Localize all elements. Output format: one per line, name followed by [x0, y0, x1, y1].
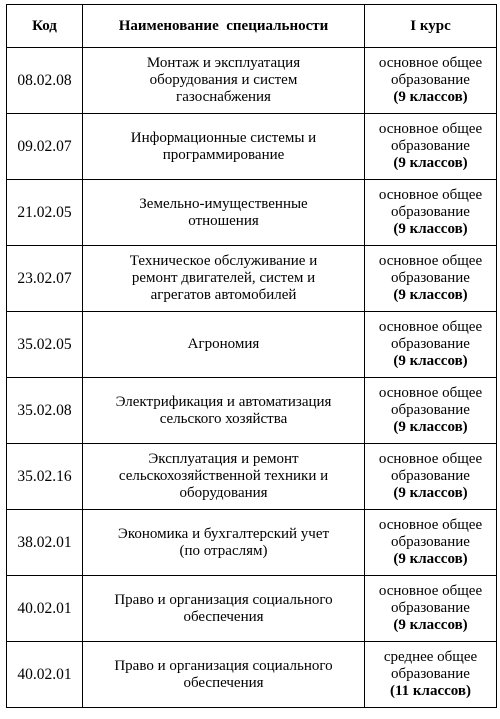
- grade-count: (9 классов): [393, 287, 468, 303]
- specialty-name-line: сельского хозяйства: [159, 410, 288, 427]
- table-row: [7, 114, 497, 180]
- specialty-code: 08.02.08: [7, 48, 83, 114]
- specialty-name-line: Эксплуатация и ремонт: [148, 451, 299, 467]
- specialty-name-line: обеспечения: [183, 674, 264, 691]
- education-level-line: образование: [391, 534, 470, 550]
- table-row: [7, 246, 497, 312]
- specialty-name: [83, 312, 365, 378]
- specialty-name-line: Агрономия: [187, 336, 260, 352]
- specialty-code: 40.02.01: [7, 642, 83, 708]
- specialty-name-line: Информационные системы и: [130, 129, 317, 146]
- specialty-name-line: газоснабжения: [176, 89, 271, 105]
- specialty-name: [83, 444, 365, 510]
- course-requirement: [365, 510, 497, 576]
- grade-count: (9 классов): [393, 419, 468, 435]
- specialty-name-line: ремонт двигателей, систем и: [131, 270, 316, 286]
- specialties-table: [6, 4, 497, 708]
- course-requirement: [365, 48, 497, 114]
- specialty-code: 35.02.16: [7, 444, 83, 510]
- specialty-name-line: сельскохозяйственной техники и: [118, 468, 329, 484]
- header-specialty-name: Наименование специальности: [83, 5, 365, 48]
- specialty-code: 35.02.05: [7, 312, 83, 378]
- specialty-name-line: Право и организация социального: [114, 657, 333, 674]
- specialty-name: [83, 576, 365, 642]
- table-row: [7, 444, 497, 510]
- grade-count: (9 классов): [393, 353, 468, 369]
- specialty-code: 09.02.07: [7, 114, 83, 180]
- table-header-row: [7, 5, 497, 48]
- specialty-name-line: агрегатов автомобилей: [150, 287, 297, 303]
- grade-count: (11 классов): [389, 683, 471, 699]
- course-requirement: [365, 576, 497, 642]
- specialty-name: [83, 510, 365, 576]
- specialty-name-line: Монтаж и эксплуатация: [146, 55, 301, 71]
- grade-count: (9 классов): [393, 617, 468, 633]
- course-requirement: [365, 114, 497, 180]
- specialty-name-line: Право и организация социального: [114, 591, 333, 608]
- header-code: Код: [7, 5, 83, 48]
- specialty-code: 35.02.08: [7, 378, 83, 444]
- education-level-line: основное общее: [378, 55, 483, 71]
- grade-count: (9 классов): [393, 155, 468, 171]
- education-level-line: образование: [391, 138, 470, 154]
- specialty-name-line: оборудования и систем: [149, 72, 298, 88]
- table-row: [7, 180, 497, 246]
- grade-count: (9 классов): [393, 89, 468, 105]
- education-level-line: основное общее: [378, 121, 483, 137]
- education-level-line: образование: [391, 72, 470, 88]
- specialty-name: [83, 246, 365, 312]
- course-requirement: [365, 312, 497, 378]
- education-level-line: основное общее: [378, 253, 483, 269]
- specialty-name-line: (по отраслям): [179, 542, 268, 559]
- education-level-line: среднее общее: [383, 649, 478, 665]
- specialty-code: 21.02.05: [7, 180, 83, 246]
- education-level-line: основное общее: [378, 583, 483, 599]
- table-body: [7, 48, 497, 708]
- table-row: [7, 312, 497, 378]
- education-level-line: образование: [391, 600, 470, 616]
- specialty-name-line: отношения: [188, 212, 259, 229]
- specialty-name-line: программирование: [162, 146, 285, 163]
- specialty-code: 23.02.07: [7, 246, 83, 312]
- education-level-line: образование: [391, 402, 470, 418]
- education-level-line: основное общее: [378, 451, 483, 467]
- grade-count: (9 классов): [393, 221, 468, 237]
- header-course: I курс: [365, 5, 497, 48]
- course-requirement: [365, 246, 497, 312]
- table-row: [7, 510, 497, 576]
- education-level-line: образование: [391, 204, 470, 220]
- course-requirement: [365, 642, 497, 708]
- specialty-name: [83, 180, 365, 246]
- specialty-name-line: Экономика и бухгалтерский учет: [117, 525, 330, 542]
- specialty-name: [83, 642, 365, 708]
- specialty-code: 40.02.01: [7, 576, 83, 642]
- education-level-line: образование: [391, 270, 470, 286]
- specialty-name-line: Земельно-имущественные: [139, 195, 308, 212]
- specialty-name: [83, 114, 365, 180]
- education-level-line: образование: [391, 468, 470, 484]
- education-level-line: образование: [391, 666, 470, 682]
- education-level-line: образование: [391, 336, 470, 352]
- table-row: [7, 576, 497, 642]
- table-row: [7, 48, 497, 114]
- education-level-line: основное общее: [378, 187, 483, 203]
- grade-count: (9 классов): [393, 551, 468, 567]
- specialty-name-line: Электрификация и автоматизация: [115, 393, 332, 410]
- course-requirement: [365, 180, 497, 246]
- grade-count: (9 классов): [393, 485, 468, 501]
- specialty-name-line: Техническое обслуживание и: [129, 253, 318, 269]
- specialty-name: [83, 48, 365, 114]
- course-requirement: [365, 378, 497, 444]
- specialty-name: [83, 378, 365, 444]
- education-level-line: основное общее: [378, 319, 483, 335]
- specialty-name-line: обеспечения: [183, 608, 264, 625]
- education-level-line: основное общее: [378, 385, 483, 401]
- course-requirement: [365, 444, 497, 510]
- education-level-line: основное общее: [378, 517, 483, 533]
- specialty-code: 38.02.01: [7, 510, 83, 576]
- table-row: [7, 378, 497, 444]
- specialty-name-line: оборудования: [179, 485, 268, 501]
- table-row: [7, 642, 497, 708]
